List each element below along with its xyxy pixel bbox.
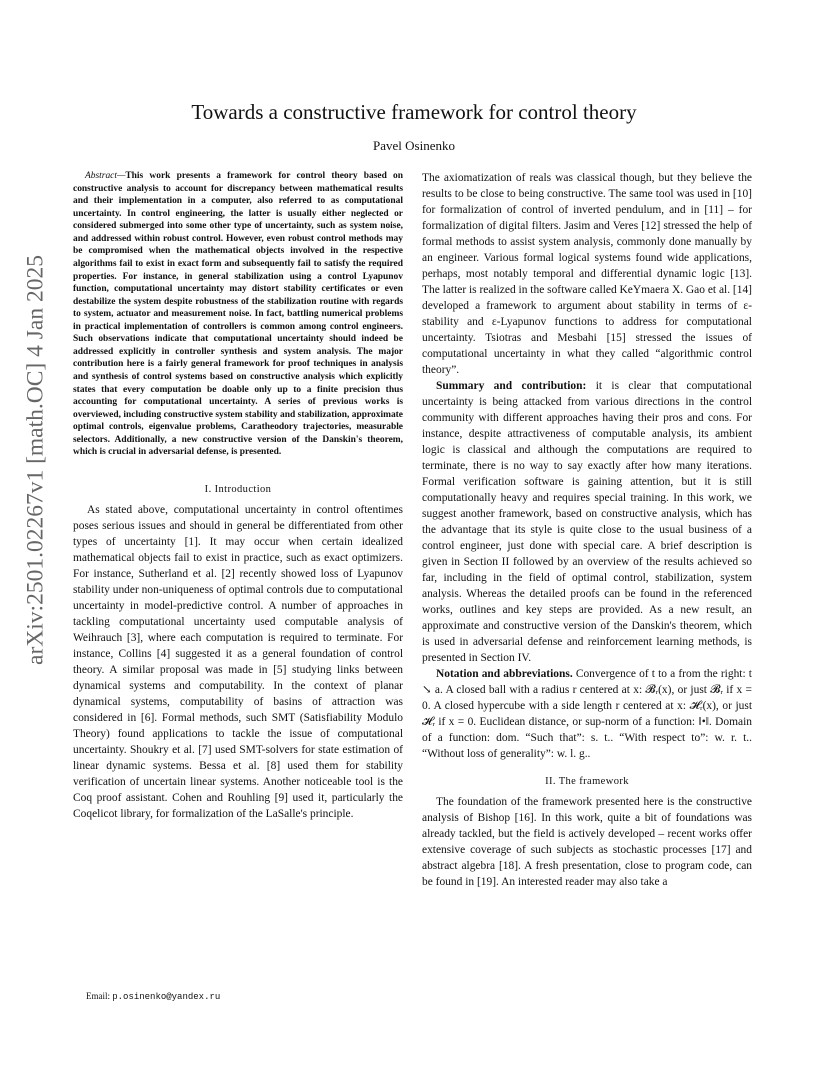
summary-text: it is clear that computational uncertainty is being attacked from various directions in the control community with different approaches having their pros and cons. For instance, despite attractiveness of computable analysis, its ambient logic is classical and although the computations are required to terminate, there is no way to say exactly after how many iterations. Formal verification software is gaining attention, but it is still computationally heavy and requires special training. In this work, we suggest another framework, based on constructive analysis, which has the advantage that its style is quite close to the usual business of a control engineer, just done with special care. A brief description is given in Section II followed by an overview of the results achieved so far, including in the field of optimal control, stabilization, system analysis. Whereas the detailed proofs can be found in the referenced works, outlines and key steps are provided. As a new result, an approximate and constructive version of the Danskin's theorem, which is used in adversarial defense and reinforcement learning methods, is presented in Section IV. bbox=[422, 380, 752, 664]
summary-run-head: Summary and contribution: bbox=[436, 380, 587, 392]
notation-paragraph bbox=[422, 666, 752, 762]
abstract-label: Abstract bbox=[85, 171, 117, 181]
axiomatization-paragraph: The axiomatization of reals was classical though, but they believe the results to be close to being constructive. The same tool was used in [10] for formalization of control of inverted pendulum, and in [11] – for formalization of digital filters. Jasim and Veres [12] stressed the help of formal methods to assist system analysis, commonly done manually by an engineer. Various formal logical systems found wide applications, perhaps, most notably temporal and differential dynamic logic [13]. The latter is realized in the software called KeYmaera X. Gao et al. [14] developed a framework to argument about stability in terms of ε-stability and ε-Lyapunov functions to address for computational uncertainty. Tsiotras and Mesbahi [15] stressed the issues of computational uncertainty in what they called “algorithmic control theory”. bbox=[422, 172, 752, 376]
author-email-footnote bbox=[86, 990, 220, 1003]
right-column bbox=[422, 170, 752, 890]
intro-paragraph: As stated above, computational uncertainty in control oftentimes poses serious issues and should in general be differentiated from other types of uncertainty [1]. It may occur when certain idealized mathematical objects fail to exist in practice, such as exact optimizers. For instance, Sutherland et al. [2] recently showed loss of Lyapunov stability under non-uniqueness of optimal controls due to computational uncertainty in model-predictive control. A number of approaches in tackling computational uncertainty used computable analysis of Weihrauch [3], where each computation is required to terminate. For instance, Collins [4] suggested it as a general foundation of control theory. A similar proposal was made in [5] studying links between dynamical systems and computability. In the context of planar dynamical systems, computability of basins of attraction was considered in [6]. Formal methods, such SMT (Satisfiability Modulo Theory) found applications to tackle the issue of computational uncertainty. Shoukry et al. [7] used SMT-solvers for state estimation of linear dynamic systems. Bessa et al. [8] used them for stability verification of uncertain linear systems. Another noticeable tool is the Coq proof assistant. Cohen and Rouhling [9] used it, particularly the Coqelicot library, for formalization of the LaSalle's principle. bbox=[73, 503, 403, 820]
arxiv-identifier: arXiv:2501.02267v1 [math.OC] 4 Jan 2025 bbox=[22, 255, 49, 665]
footnote-label: Email: bbox=[86, 991, 113, 1001]
section-heading-framework: II. The framework bbox=[545, 776, 629, 787]
section-heading-introduction: I. Introduction bbox=[204, 483, 272, 495]
paper-author: Pavel Osinenko bbox=[373, 138, 455, 153]
author-email: p.osinenko@yandex.ru bbox=[112, 992, 221, 1002]
framework-paragraph: The foundation of the framework presented here is the constructive analysis of Bishop [16]. In this work, quite a bit of foundations was already tackled, but the field is actively developed – recent works offer extensive coverage of such subjects as stochastic processes [17] and abstract algebra [18]. A fresh presentation, close to program code, can be found in [19]. An interested reader may also take a bbox=[422, 796, 752, 888]
notation-run-head: Notation and abbreviations. bbox=[436, 668, 573, 680]
paper-title: Towards a constructive framework for control theory bbox=[191, 100, 637, 124]
notation-text: Convergence of t to a from the right: t ↘ a. A closed ball with a radius r centered at x: 𝓑ᵣ(x), or just 𝓑ᵣ if x = 0. A closed hypercube with a side length r centered at x: 𝓗ᵣ(x), or just 𝓗ᵣ if x = 0. Euclidean distance, or sup-norm of a function: ‖•‖. Domain of a function: dom. “Such that”: s. t.. “With respect to”: w. r. t.. “Without loss of generality”: w. l. g.. bbox=[422, 668, 752, 760]
left-column bbox=[73, 170, 403, 822]
arxiv-identifier-stamp bbox=[14, 250, 58, 670]
summary-paragraph bbox=[422, 378, 752, 666]
abstract bbox=[73, 170, 403, 459]
abstract-text: This work presents a framework for control theory based on constructive analysis to account for discrepancy between mathematical results and their implementation in a computer, also referred to as computational uncertainty. In control engineering, the latter is usually either neglected or considered submerged into some other type of uncertainty, such as system noise, and addressed within robust control. However, even robust control methods may be compromised when the mathematical objects involved in the respective algorithms fail to exist in exact form and subsequently fail to satisfy the required properties. For instance, in general stabilization using a control Lyapunov function, computational uncertainty may distort stability certificates or even destabilize the system despite robustness of the stabilization routine with regards to system, actuator and measurement noise. In fact, battling numerical problems in practical implementation of controllers is common among control engineers. Such observations indicate that computational uncertainty should indeed be addressed explicitly in controller synthesis and system analysis. The major contribution here is a fairly general framework for proof techniques in analysis and synthesis of control systems based on constructive analysis which explicitly states that every computation be doable only up to a finite precision thus accounting for computational uncertainty. A series of previous works is overviewed, including constructive system stability and stabilization, approximate optimal controls, eigenvalue problems, Caratheodory trajectories, measurable selectors. Additionally, a new constructive version of the Danskin's theorem, which is crucial in adversarial defense, is presented. bbox=[73, 171, 403, 458]
abstract-dash: — bbox=[116, 171, 126, 181]
